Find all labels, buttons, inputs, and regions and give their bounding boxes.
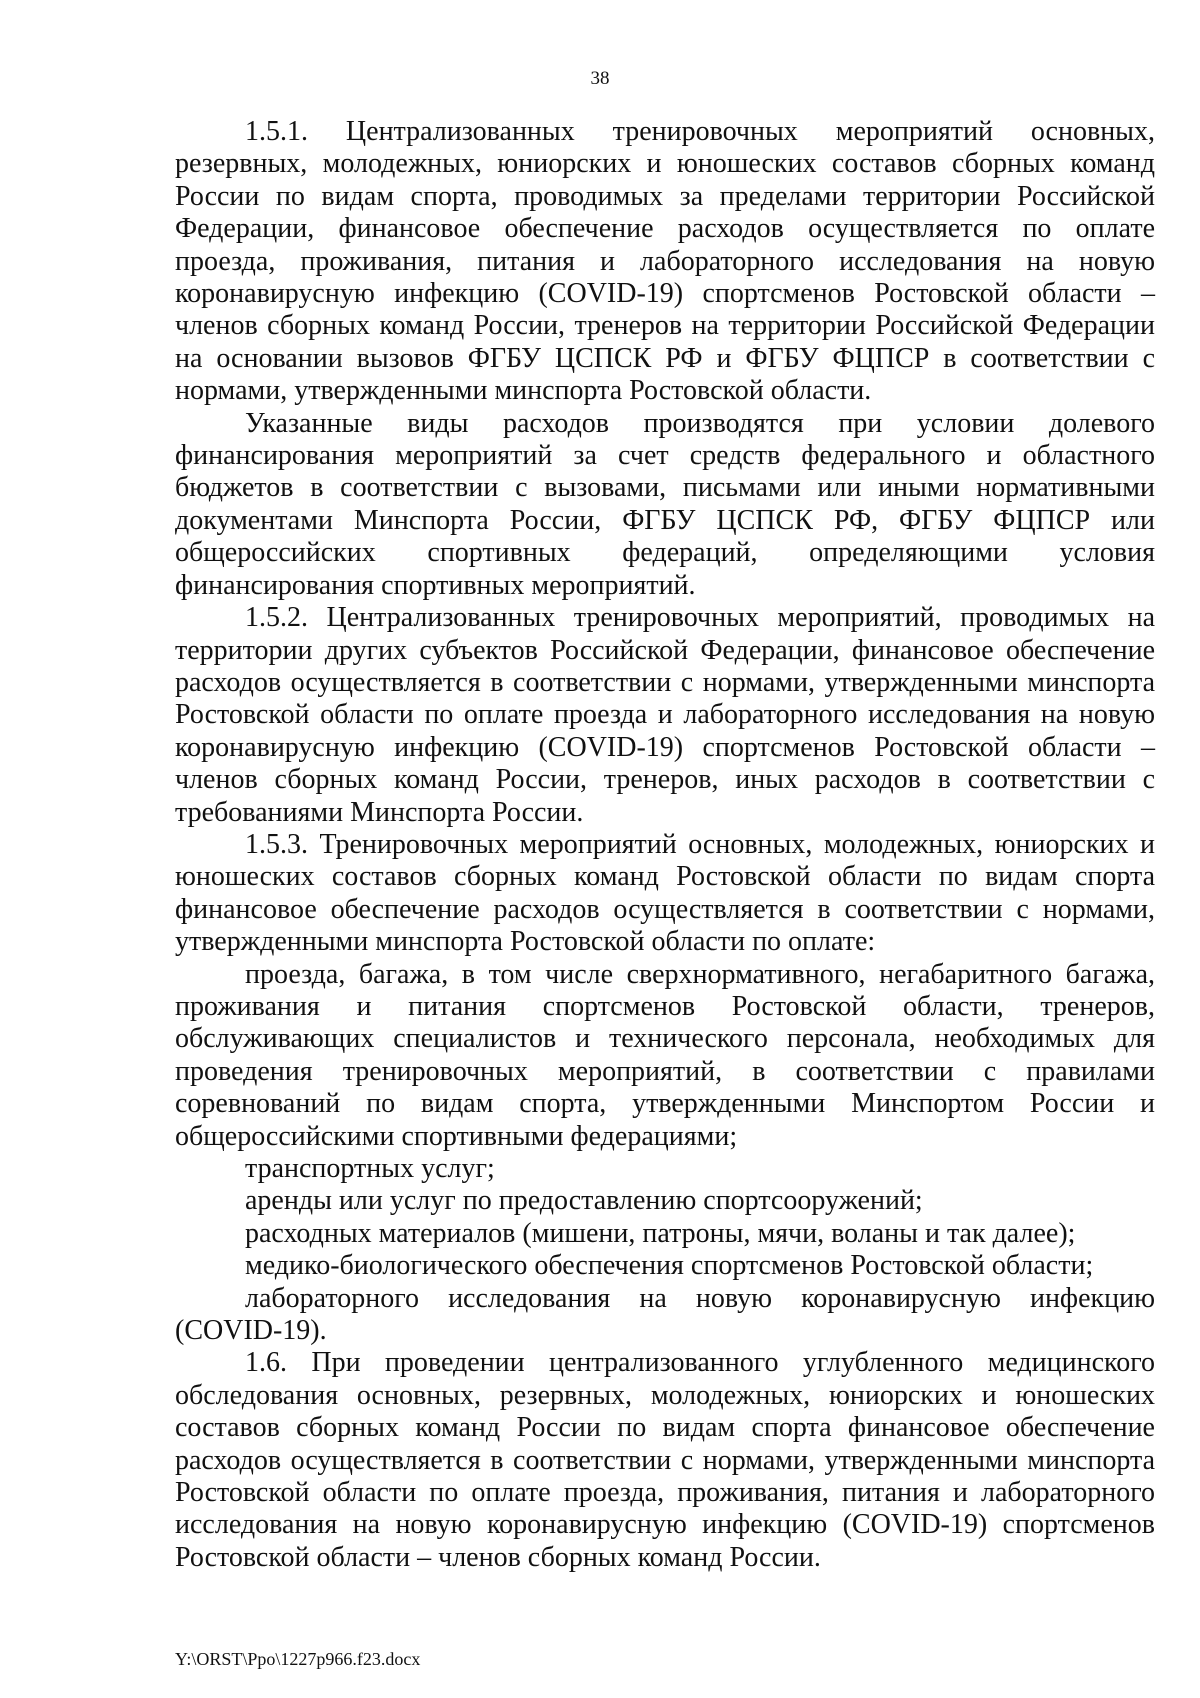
paragraph-1-6: 1.6. При проведении централизованного углубленного медицинского обследования основных, резервных, молодежных, юниорских и юношеских составов сборных команд России по видам спорта финансовое обеспечение расходов осуществляется в соответствии с нормами, утвержденными минспорта Ростовской области по оплате проезда, проживания, питания и лабораторного исследования на новую коронавирусную инфекцию (COVID-19) спортсменов Ростовской области – членов сборных команд России. [175,1347,1155,1573]
paragraph-1-5-1: 1.5.1. Централизованных тренировочных мероприятий основных, резервных, молодежных, юниорских и юношеских составов сборных команд России по видам спорта, проводимых за пределами территории Российской Федерации, финансовое обеспечение расходов осуществляется по оплате проезда, проживания, питания и лабораторного исследования на новую коронавирусную инфекцию (COVID-19) спортсменов Ростовской области – членов сборных команд России, тренеров на территории Российской Федерации на основании вызовов ФГБУ ЦСПСК РФ и ФГБУ ФЦПСР в соответствии с нормами, утвержденными минспорта Ростовской области. [175,116,1155,407]
paragraph-1-5-2: 1.5.2. Централизованных тренировочных мероприятий, проводимых на территории других субъектов Российской Федерации, финансовое обеспечение расходов осуществляется в соответствии с нормами, утвержденными минспорта Ростовской области по оплате проезда и лабораторного исследования на новую коронавирусную инфекцию (COVID-19) спортсменов Ростовской области – членов сборных команд России, тренеров, иных расходов в соответствии с требованиями Минспорта России. [175,602,1155,828]
list-item-covid-testing: лабораторного исследования на новую коронавирусную инфекцию (COVID-19). [175,1282,1155,1347]
list-item-travel-baggage: проезда, багажа, в том числе сверхнормативного, негабаритного багажа, проживания и питания спортсменов Ростовской области, тренеров, обслуживающих специалистов и технического персонала, необходимых для проведения тренировочных мероприятий, в соответствии с правилами соревнований по видам спорта, утвержденными Минспортом России и общероссийскими спортивными федерациями; [175,958,1155,1152]
list-item-consumables: расходных материалов (мишени, патроны, мячи, воланы и так далее); [245,1217,1076,1249]
footer-file-path: Y:\ORST\Ppo\1227p966.f23.docx [175,1649,421,1669]
paragraph-expense-conditions: Указанные виды расходов производятся при условии долевого финансирования мероприятий за счет средств федерального и областного бюджетов в соответствии с вызовами, письмами или иными нормативными документами Минспорта России, ФГБУ ЦСПСК РФ, ФГБУ ФЦПСР или общероссийских спортивных федераций, определяющими условия финансирования спортивных мероприятий. [175,407,1155,601]
list-item-facilities-rent: аренды или услуг по предоставлению спортсооружений; [245,1185,923,1217]
list-item-transport: транспортных услуг; [245,1153,495,1184]
document-body [175,116,1155,1574]
page-number: 38 [590,68,610,89]
list-item-medical-support: медико-биологического обеспечения спортсменов Ростовской области; [245,1250,1094,1282]
paragraph-1-5-3: 1.5.3. Тренировочных мероприятий основных, молодежных, юниорских и юношеских составов сборных команд Ростовской области по видам спорта финансовое обеспечение расходов осуществляется в соответствии с нормами, утвержденными минспорта Ростовской области по оплате: [175,828,1155,958]
